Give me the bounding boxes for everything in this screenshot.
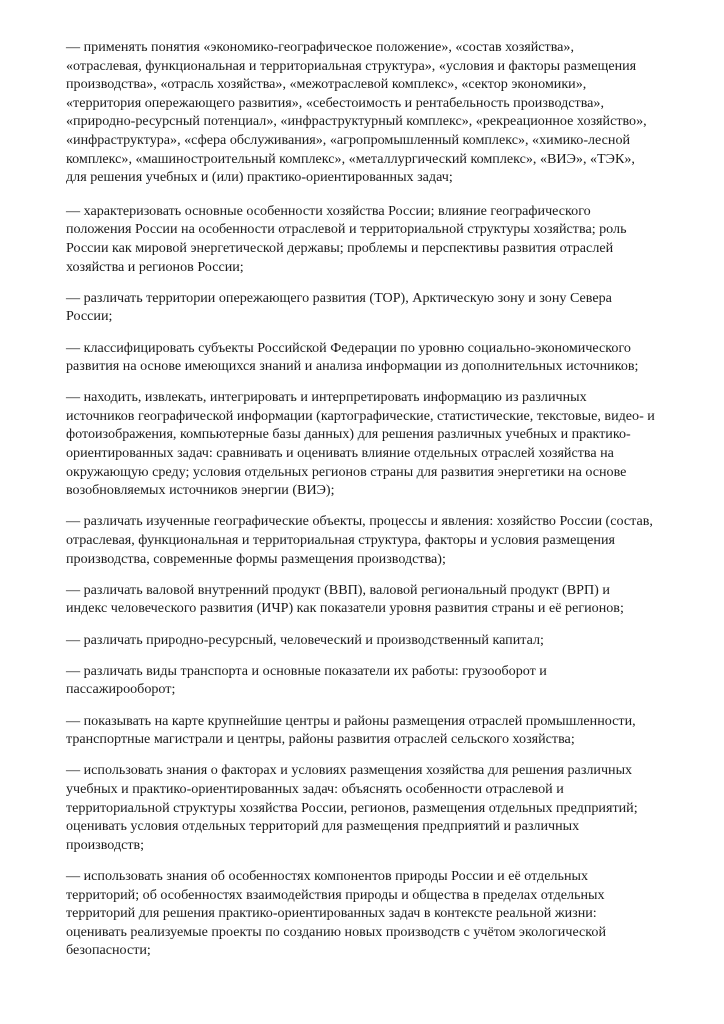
paragraph-apply-concepts: — применять понятия «экономико-географическое положение», «состав хозяйства», «отраслевая, функциональная и территориальная структура», «условия и факторы размещения производства», «отрасль хозяйства», «межотраслевой комплекс», «сектор экономики», «территория опережающего развития», «себестоимость и рентабельность производства», «природно-ресурсный потенциал», «инфраструктурный комплекс», «рекреационное хозяйство», «инфраструктура», «сфера обслуживания», «агропромышленный комплекс», «химико-лесной комплекс», «машиностроительный комплекс», «металлургический комплекс», «ВИЭ», «ТЭК», для решения учебных и (или) практико-ориентированных задач;	[66, 39, 647, 186]
paragraph-distinguish-tor: — различать территории опережающего развития (ТОР), Арктическую зону и зону Севера России;	[66, 289, 612, 325]
paragraph-show-on-map: — показывать на карте крупнейшие центры и районы размещения отраслей промышленности, транспортные магистрали и центры, районы развития отраслей сельского хозяйства;	[66, 712, 636, 748]
paragraph-distinguish-transport: — различать виды транспорта и основные показатели их работы: грузооборот и пассажирооборот;	[66, 662, 547, 698]
paragraph-classify-subjects: — классифицировать субъекты Российской Федерации по уровню социально-экономического развития на основе имеющихся знаний и анализа информации из дополнительных источников;	[66, 339, 639, 375]
paragraph-characterize-economy: — характеризовать основные особенности хозяйства России; влияние географического положения России на особенности отраслевой и территориальной структуры хозяйства; роль России как мировой энергетической державы; проблемы и перспективы развития отраслей хозяйства и регионов России;	[66, 202, 627, 275]
paragraph-use-knowledge-nature: — использовать знания об особенностях компонентов природы России и её отдельных территорий; об особенностях взаимодействия природы и общества в пределах отдельных территорий для решения практико-ориентированных задач в контексте реальной жизни: оценивать реализуемые проекты по созданию новых производств с учётом экологической безопасности;	[66, 867, 607, 959]
paragraph-distinguish-gdp: — различать валовой внутренний продукт (ВВП), валовой региональный продукт (ВРП) и индекс человеческого развития (ИЧР) как показатели уровня развития страны и её регионов;	[66, 581, 624, 617]
paragraph-use-knowledge-factors: — использовать знания о факторах и условиях размещения хозяйства для решения различных учебных и практико-ориентированных задач: объяснять особенности отраслевой и территориальной структуры хозяйства России, регионов, размещения отдельных предприятий; оценивать условия отдельных территорий для размещения предприятий и различных производств;	[66, 762, 638, 853]
paragraph-distinguish-capital: — различать природно-ресурсный, человеческий и производственный капитал;	[66, 631, 544, 648]
paragraph-find-information: — находить, извлекать, интегрировать и интерпретировать информацию из различных источников географической информации (картографические, статистические, текстовые, видео- и фотоизображения, компьютерные базы данных) для решения различных учебных и практико- ориентированных задач: сравнивать и оценивать влияние отдельных отраслей хозяйства на окружающую среду; условия отдельных регионов страны для развития энергетики на основе возобновляемых источников энергии (ВИЭ);	[66, 389, 655, 499]
paragraph-distinguish-objects: — различать изученные географические объекты, процессы и явления: хозяйство России (состав, отраслевая, функциональная и территориальная структура, факторы и условия размещения производства, современные формы размещения производства);	[66, 513, 653, 567]
